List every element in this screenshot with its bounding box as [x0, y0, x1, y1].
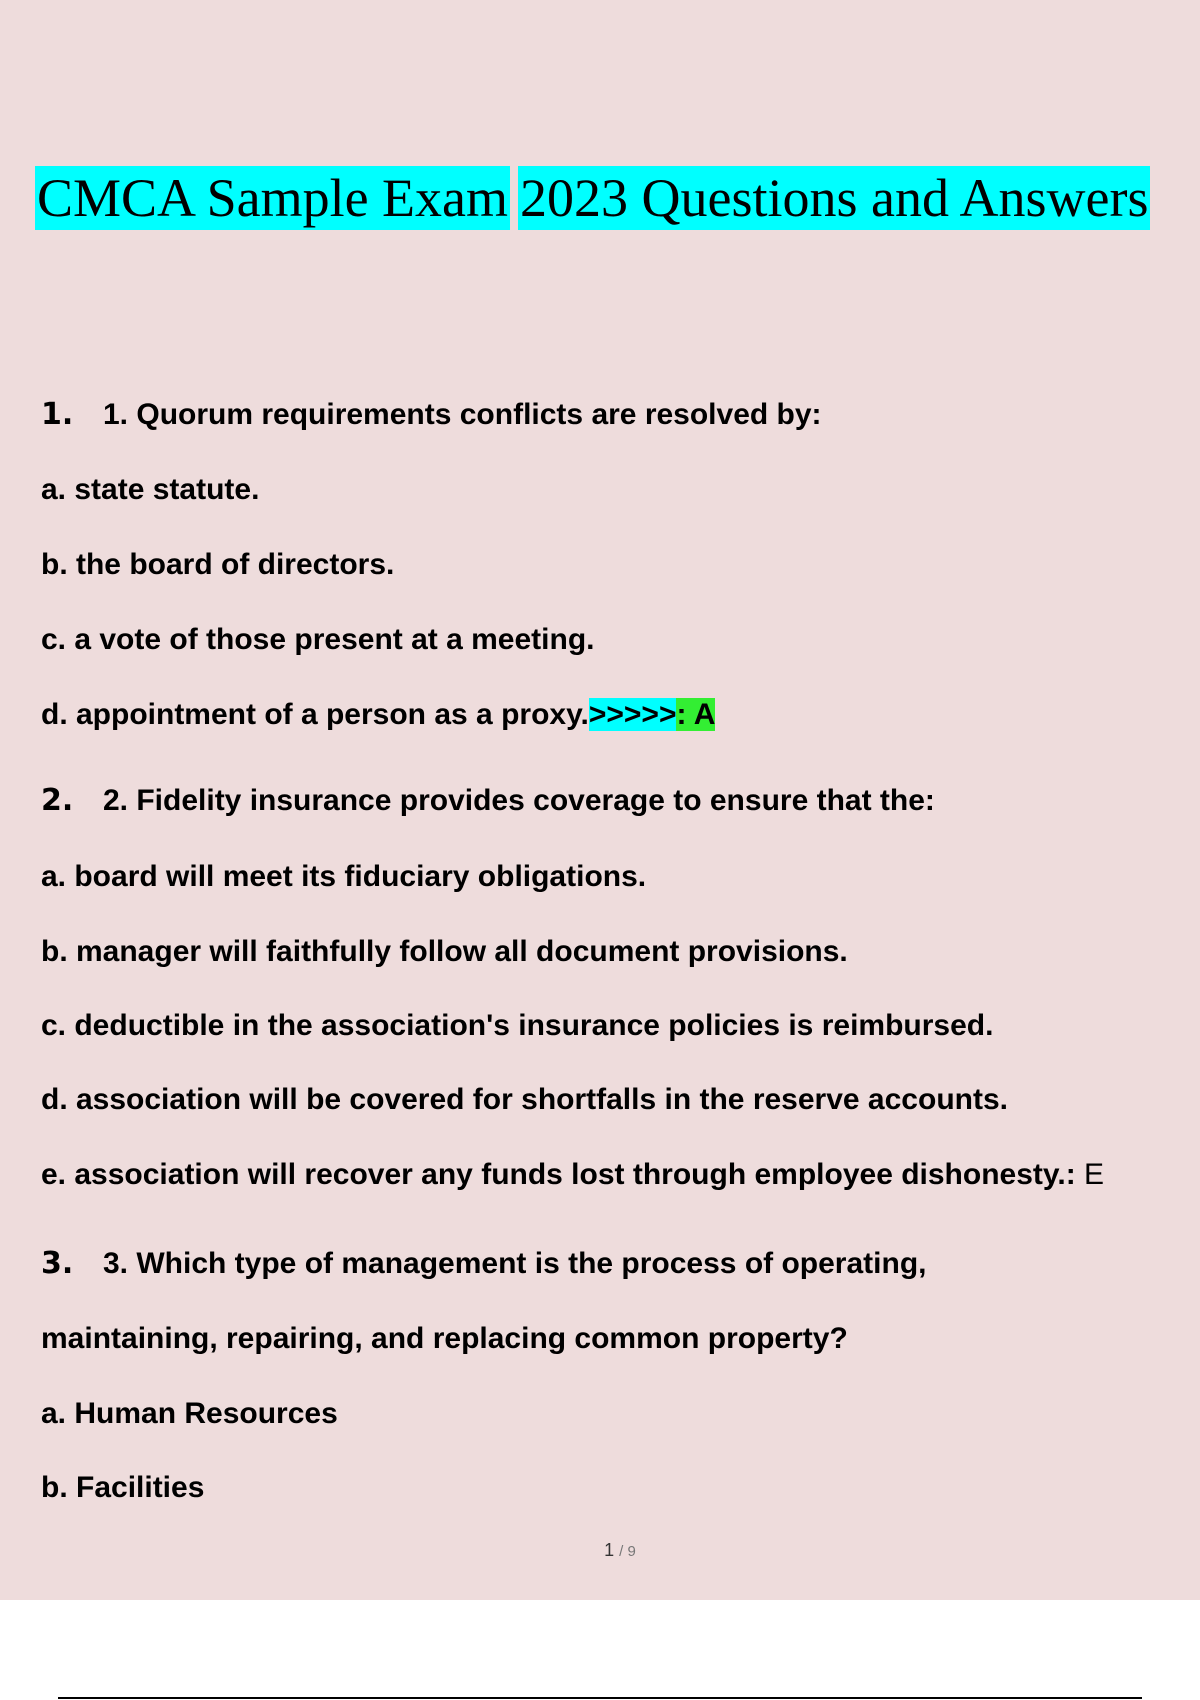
- q1-option-b: b. the board of directors.: [41, 548, 395, 581]
- q1-option-d: [41, 695, 715, 735]
- q2-option-a: a. board will meet its fiduciary obligations.: [41, 860, 647, 893]
- question-2: [41, 781, 935, 821]
- title-part-1: CMCA Sample Exam: [37, 168, 508, 228]
- question-number: 3.: [41, 1246, 74, 1281]
- option-text: d. appointment of a person as a proxy.: [41, 698, 589, 731]
- q2-option-b: b. manager will faithfully follow all document provisions.: [41, 935, 848, 968]
- answer-label: : A: [676, 698, 716, 731]
- q3-option-b: b. Facilities: [41, 1471, 205, 1504]
- document-title: [35, 166, 1158, 230]
- answer-arrows: >>>>>: [588, 698, 677, 731]
- title-part-2: 2023 Questions and Answers: [520, 168, 1149, 228]
- question-text: 2. Fidelity insurance provides coverage to ensure that the:: [103, 784, 935, 817]
- question-3-continued: maintaining, repairing, and replacing common property?: [41, 1322, 848, 1355]
- page-indicator: [0, 1540, 1200, 1561]
- question-text: 3. Which type of management is the process of operating,: [103, 1247, 927, 1280]
- question-number: 1.: [41, 397, 74, 432]
- question-text: 1. Quorum requirements conflicts are resolved by:: [103, 398, 822, 431]
- q1-option-a: a. state statute.: [41, 473, 260, 506]
- question-number: 2.: [41, 783, 74, 818]
- q3-option-a: a. Human Resources: [41, 1397, 338, 1430]
- total-pages: / 9: [619, 1543, 636, 1560]
- q2-option-d: d. association will be covered for shortfalls in the reserve accounts.: [41, 1083, 1008, 1116]
- option-text: e. association will recover any funds lost through employee dishonesty.:: [41, 1158, 1076, 1191]
- q2-option-c: c. deductible in the association's insurance policies is reimbursed.: [41, 1009, 994, 1042]
- page-divider: [58, 1697, 1142, 1699]
- question-1: [41, 395, 822, 435]
- question-3: [41, 1244, 926, 1284]
- current-page: 1: [604, 1540, 615, 1560]
- answer-label: E: [1084, 1158, 1105, 1191]
- q2-option-e: [41, 1155, 1104, 1195]
- q1-option-c: c. a vote of those present at a meeting.: [41, 623, 595, 656]
